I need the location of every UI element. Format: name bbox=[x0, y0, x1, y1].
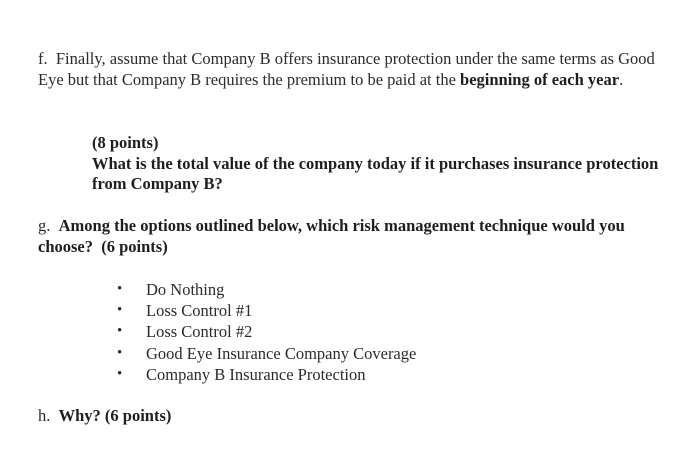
bullet-icon: • bbox=[117, 323, 123, 340]
question-h bbox=[38, 406, 171, 427]
option-label: Loss Control #1 bbox=[146, 301, 253, 321]
question-f-text: Finally, assume that Company B offers insurance protection under the same terms as Good Eye but that Company B requires the premium to be paid at the bbox=[38, 49, 655, 89]
question-h-letter: h. bbox=[38, 406, 51, 425]
option-label: Good Eye Insurance Company Coverage bbox=[146, 343, 417, 363]
question-f-letter: f. bbox=[38, 49, 48, 68]
list-item bbox=[117, 364, 416, 385]
question-f-detail bbox=[92, 133, 662, 195]
question-g-prompt: Among the options outlined below, which risk management technique would you choose? bbox=[38, 216, 625, 256]
list-item bbox=[117, 343, 416, 364]
question-g bbox=[38, 216, 658, 257]
options-list bbox=[117, 279, 416, 385]
question-f-points: (8 points) bbox=[92, 133, 159, 152]
question-f bbox=[38, 49, 658, 90]
question-f-period: . bbox=[619, 69, 624, 89]
option-label: Loss Control #2 bbox=[146, 322, 253, 342]
question-f-prompt: What is the total value of the company today if it purchases insurance protection from Company B? bbox=[92, 153, 659, 193]
question-g-points: (6 points) bbox=[101, 236, 168, 256]
option-label: Company B Insurance Protection bbox=[146, 364, 366, 384]
list-item bbox=[117, 321, 416, 342]
question-g-letter: g. bbox=[38, 216, 51, 235]
list-item bbox=[117, 279, 416, 300]
option-label: Do Nothing bbox=[146, 280, 225, 299]
bullet-icon: • bbox=[117, 365, 123, 382]
bullet-icon: • bbox=[117, 344, 123, 361]
question-f-bold-phrase: beginning of each year bbox=[460, 69, 620, 89]
bullet-icon: • bbox=[117, 281, 123, 297]
bullet-icon: • bbox=[117, 302, 123, 319]
question-h-prompt: Why? (6 points) bbox=[58, 406, 172, 425]
list-item bbox=[117, 300, 416, 321]
